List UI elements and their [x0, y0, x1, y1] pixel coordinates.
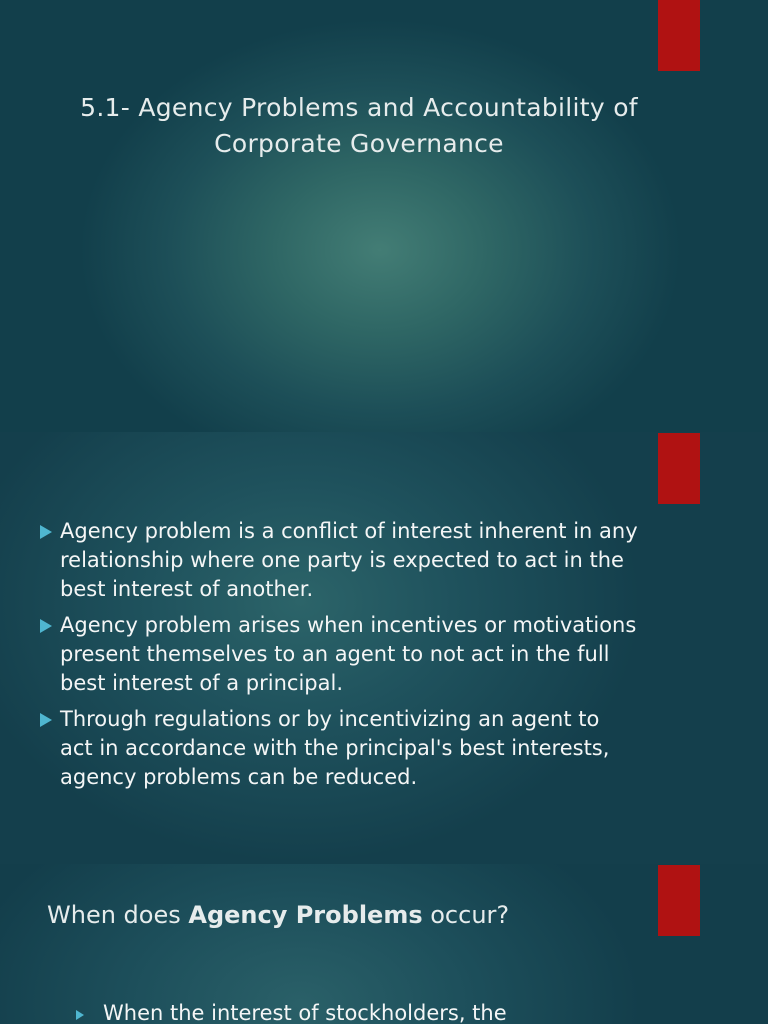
slide-title-line-2: Corporate Governance [214, 129, 504, 158]
bullet-text: Through regulations or by incentivizing an agent to act in accordance with the principal's best interests, agency problems can be reduced. [60, 707, 610, 789]
triangle-right-icon [40, 713, 52, 727]
bullet-text: When the interest of stockholders, the [103, 1001, 507, 1024]
bullet-list [38, 517, 638, 799]
definition-slide [0, 432, 768, 864]
bullet-item [38, 611, 638, 698]
triangle-right-icon [40, 619, 52, 633]
title-slide [0, 0, 768, 432]
slide-title-line-1: 5.1- Agency Problems and Accountability of [80, 93, 638, 122]
bullet-item [38, 517, 638, 604]
triangle-right-icon [40, 525, 52, 539]
heading-emphasis: Agency Problems [188, 901, 423, 929]
accent-tab [658, 433, 700, 504]
slide-title [40, 90, 678, 162]
section-heading [47, 899, 509, 931]
heading-prefix: When does [47, 901, 189, 929]
bullet-text: Agency problem is a conflict of interest inherent in any relationship where one party is expected to act in the best interest of another. [60, 519, 638, 601]
occurrence-slide [0, 864, 768, 1024]
accent-tab [658, 0, 700, 71]
heading-suffix: occur? [422, 901, 510, 929]
bullet-text: Agency problem arises when incentives or motivations present themselves to an agent to not act in the full best interest of a principal. [60, 613, 637, 695]
bullet-item [38, 705, 638, 792]
accent-tab [658, 865, 700, 936]
triangle-right-icon [76, 1010, 84, 1020]
bullet-item [76, 999, 636, 1024]
